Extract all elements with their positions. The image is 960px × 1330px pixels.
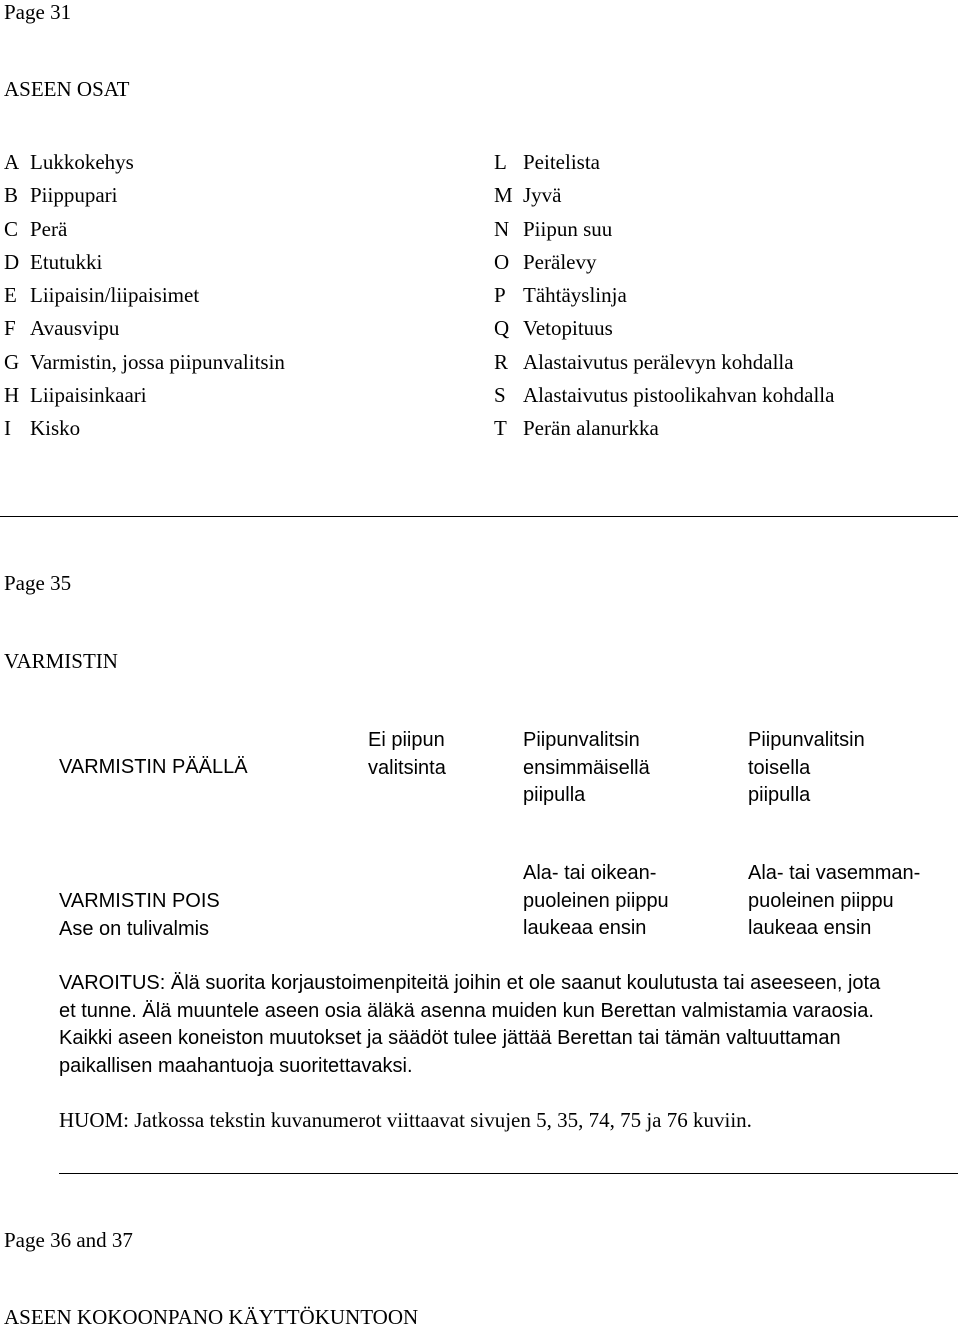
part-name: Avausvipu [30,316,120,341]
part-name: Liipaisin/liipaisimet [30,283,200,308]
warning-paragraph: VAROITUS: Älä suorita korjaustoimenpiteitä joihin et ole saanut koulutusta tai aseeseen, jota et tunne. Älä muuntele aseen osia äläkä asenna muiden kun Berettan valmistamia varaosia. Kaikki aseen koneiston muutokset ja säädöt tulee jättää Berettan tai tämän valtuuttaman paikallisen maahantuoja suoritettavaksi. [59,972,881,1077]
part-letter: B [4,183,19,208]
part-letter: L [494,150,507,174]
part-name: Alastaivutus perälevyn kohdalla [523,349,794,374]
list-item [4,283,285,316]
list-item [4,183,285,216]
list-item [494,183,834,216]
part-name: Jyvä [523,183,562,208]
part-name: Vetopituus [523,316,613,341]
list-item [4,416,285,449]
part-letter: O [494,249,510,274]
list-item [494,316,834,349]
safety-off-lower-right: Ala- tai oikean- puoleinen piippu laukeaa ensin [523,862,669,939]
safety-off-lower-left: Ala- tai vasemman- puoleinen piippu laukeaa ensin [748,862,921,939]
part-letter: S [494,383,506,408]
parts-list-right [494,150,834,450]
part-letter: R [494,349,509,374]
list-item [4,350,285,383]
part-letter: F [4,316,16,341]
divider [0,516,958,517]
part-letter: T [494,416,507,441]
list-item [4,217,285,250]
list-item [494,350,834,383]
part-name: Perän alanurkka [523,416,659,441]
page-label-31: Page 31 [4,0,72,24]
list-item [4,150,285,183]
part-name: Tähtäyslinja [523,283,627,308]
part-letter: M [494,183,513,208]
part-letter: D [4,249,20,274]
list-item [494,217,834,250]
list-item [494,416,834,449]
part-letter: Q [494,316,510,341]
part-name: Alastaivutus pistoolikahvan kohdalla [523,383,835,408]
part-name: Varmistin, jossa piipunvalitsin [30,349,285,374]
part-name: Perälevy [523,249,597,274]
list-item [494,250,834,283]
part-name: Peitelista [523,150,600,174]
page-label-36-37: Page 36 and 37 [4,1228,133,1252]
part-name: Piipun suu [523,216,613,241]
safety-on-label: VARMISTIN PÄÄLLÄ [59,756,248,778]
safety-on-second-barrel: Piipunvalitsin toisella piipulla [748,729,865,806]
part-name: Liipaisinkaari [30,383,147,408]
list-item [494,150,834,183]
note-paragraph: HUOM: Jatkossa tekstin kuvanumerot viittaavat sivujen 5, 35, 74, 75 ja 76 kuviin. [59,1108,752,1132]
part-letter: G [4,349,20,374]
list-item [4,316,285,349]
safety-off-label: VARMISTIN POIS Ase on tulivalmis [59,890,220,940]
section-heading-safety: VARMISTIN [4,649,118,673]
part-letter: P [494,283,506,308]
part-name: Perä [30,216,68,241]
safety-on-no-selector: Ei piipun valitsinta [368,729,446,779]
part-letter: E [4,283,17,308]
section-heading-parts: ASEEN OSAT [4,77,130,101]
part-letter: C [4,216,19,241]
list-item [4,383,285,416]
divider [59,1173,958,1174]
list-item [494,383,834,416]
list-item [494,283,834,316]
part-letter: H [4,383,20,408]
part-name: Piippupari [30,183,118,208]
part-letter: A [4,150,20,174]
safety-on-first-barrel: Piipunvalitsin ensimmäisellä piipulla [523,729,650,806]
part-letter: N [494,216,510,241]
section-heading-assembly: ASEEN KOKOONPANO KÄYTTÖKUNTOON [4,1305,419,1329]
parts-list-left [4,150,285,450]
part-letter: I [4,416,11,441]
page-label-35: Page 35 [4,571,72,595]
part-name: Kisko [30,416,81,441]
part-name: Lukkokehys [30,150,134,174]
part-name: Etutukki [30,249,103,274]
list-item [4,250,285,283]
